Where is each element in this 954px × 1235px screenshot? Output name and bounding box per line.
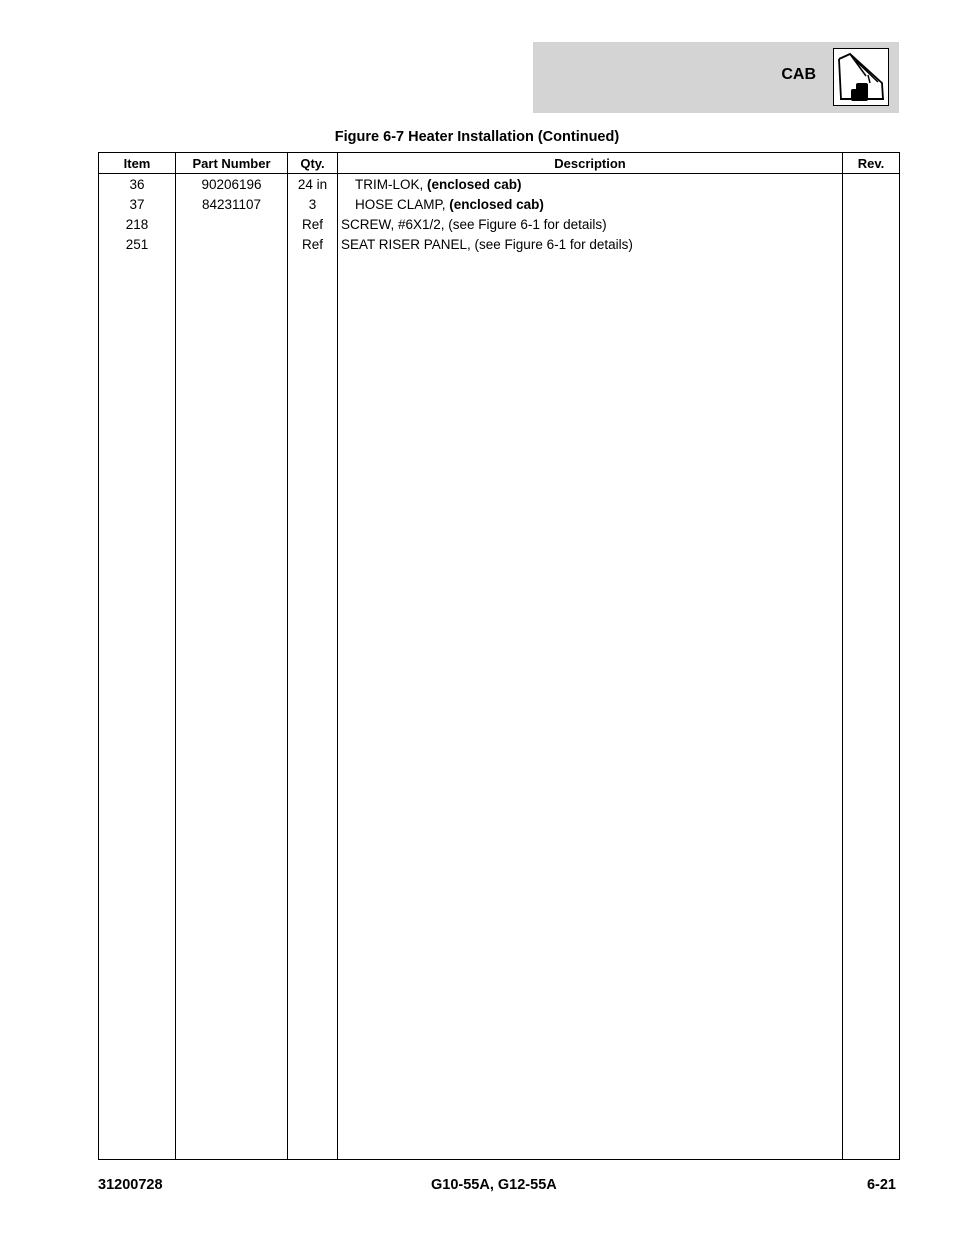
column-header-item: Item [99,153,176,174]
item-number: 37 [99,194,176,214]
parts-table [98,152,900,1160]
table-row [99,214,900,234]
model-numbers: G10-55A, G12-55A [431,1177,557,1193]
revision [843,214,900,234]
description [338,234,843,254]
part-number: 90206196 [176,174,288,195]
skid-steer-loader-icon [833,48,889,106]
table-row [99,174,900,195]
revision [843,234,900,254]
document-number: 31200728 [98,1177,163,1193]
quantity: Ref [288,234,338,254]
quantity: 24 in [288,174,338,195]
part-number [176,234,288,254]
description-text: SCREW, #6X1/2, (see Figure 6-1 for details) [341,216,607,232]
item-number: 218 [99,214,176,234]
column-header-rev: Rev. [843,153,900,174]
item-number: 36 [99,174,176,195]
table-row [99,234,900,254]
part-number: 84231107 [176,194,288,214]
item-number: 251 [99,234,176,254]
description [338,174,843,195]
quantity: 3 [288,194,338,214]
description-text: TRIM-LOK, [355,176,428,192]
column-header-part-number: Part Number [176,153,288,174]
column-header-qty: Qty. [288,153,338,174]
part-number [176,214,288,234]
description [338,214,843,234]
revision [843,194,900,214]
description-note: (enclosed cab) [449,196,544,212]
description-note: (enclosed cab) [427,176,522,192]
page-number: 6-21 [866,1177,896,1193]
revision [843,174,900,195]
figure-title: Figure 6-7 Heater Installation (Continued) [334,129,620,145]
column-header-description: Description [338,153,843,174]
table-header-row [99,153,900,174]
description-text: HOSE CLAMP, [355,196,450,212]
quantity: Ref [288,214,338,234]
table-row [99,194,900,214]
description-text: SEAT RISER PANEL, (see Figure 6-1 for details) [341,236,633,252]
table-filler-row [99,254,900,1160]
description [338,194,843,214]
section-header [533,42,899,113]
section-title: CAB [781,66,816,83]
